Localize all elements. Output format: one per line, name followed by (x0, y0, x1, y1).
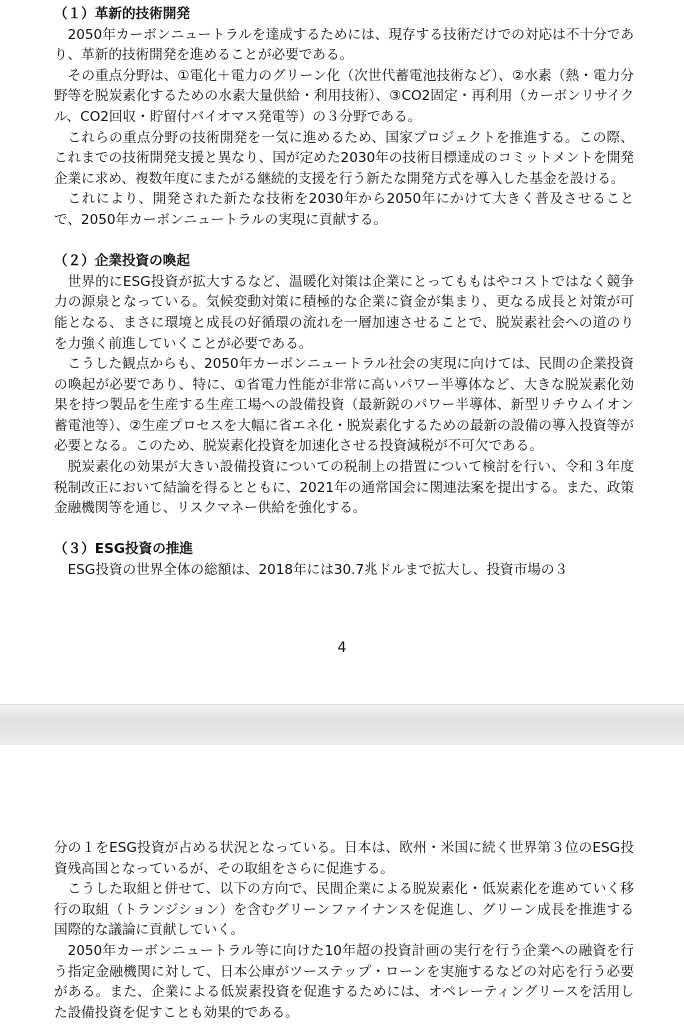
paragraph: ESG投資の世界全体の総額は、2018年には30.7兆ドルまで拡大し、投資市場の３ (67, 562, 569, 579)
section-heading-innovation: （１）革新的技術開発 (54, 6, 190, 22)
paragraph: 2050年カーボンニュートラル等に向けた10年超の投資計画の実行を行う企業への融資を行う指定金融機関に対して、日本公庫がツーステップ・ローンを実施するなどの対応を行う必要がある。また、企業による低炭素投資を促進するためには、オペレーティングリースを活用した設備投資を促すことも効果的である。 (54, 942, 634, 1021)
paragraph: これにより、開発された新たな技術を2030年から2050年にかけて大きく普及させることで、2050年カーボンニュートラルの実現に貢献する。 (54, 191, 634, 228)
paragraph: これらの重点分野の技術開発を一気に進めるため、国家プロジェクトを推進する。この際、これまでの技術開発支援と異なり、国が定めた2030年の技術目標達成のコミットメントを開発企業に求め、複数年度にまたがる継続的支援を行う新たな開発方式を導入した基金を設ける。 (54, 129, 634, 187)
document-page-5 (0, 745, 684, 1024)
paragraph: 世界的にESG投資が拡大するなど、温暖化対策は企業にとってももはやコストではなく競争力の源泉となっている。気候変動対策に積極的な企業に資金が集まり、更なる成長と対策が可能となる、まさに環境と成長の好循環の流れを一層加速させることで、脱炭素社会への道のりを力強く前進していくことが必要である。 (54, 273, 634, 352)
paragraph: 分の１をESG投資が占める状況となっている。日本は、欧州・米国に続く世界第３位のESG投資残高国となっているが、その取組をさらに促進する。 (54, 840, 634, 877)
spacer (54, 519, 634, 540)
paragraph: こうした観点からも、2050年カーボンニュートラル社会の実現に向けては、民間の企業投資の喚起が必要であり、特に、①省電力性能が非常に高いパワー半導体など、大きな脱炭素化効果を持つ製品を生産する生産工場への設備投資（最新鋭のパワー半導体、新型リチウムイオン蓄電池等）、②生産プロセスを大幅に省エネ化・脱炭素化するための最新の設備の導入投資等が必要となる。このため、脱炭素化投資を加速化させる投資減税が不可欠である。 (54, 356, 634, 455)
page-break (0, 704, 684, 746)
paragraph: その重点分野は、①電化＋電力のグリーン化（次世代蓄電池技術など）、②水素（熱・電力分野等を脱炭素化するための水素大量供給・利用技術）、③CO2固定・再利用（カーボンリサイクル、CO2回収・貯留付バイオマス発電等）の３分野である。 (54, 67, 634, 125)
paragraph: 脱炭素化の効果が大きい設備投資についての税制上の措置について検討を行い、令和３年度税制改正において結論を得るとともに、2021年の通常国会に関連法案を提出する。また、政策金融機関等を通じ、リスクマネー供給を強化する。 (54, 459, 634, 517)
page-content (54, 4, 634, 581)
spacer (54, 231, 634, 252)
section-heading-esg: （３）ESG投資の推進 (54, 541, 193, 558)
page-content (54, 838, 634, 1023)
paragraph: こうした取組と併せて、以下の方向で、民間企業による脱炭素化・低炭素化を進めていく移行の取組（トランジション）を含むグリーンファイナンスを促進し、グリーン成長を推進する国際的な議論に貢献していく。 (54, 881, 634, 939)
section-heading-investment: （２）企業投資の喚起 (54, 253, 190, 270)
page-number: 4 (337, 640, 347, 656)
paragraph: 2050年カーボンニュートラルを達成するためには、現存する技術だけでの対応は不十分であり、革新的技術開発を進めることが必要である。 (54, 26, 634, 64)
